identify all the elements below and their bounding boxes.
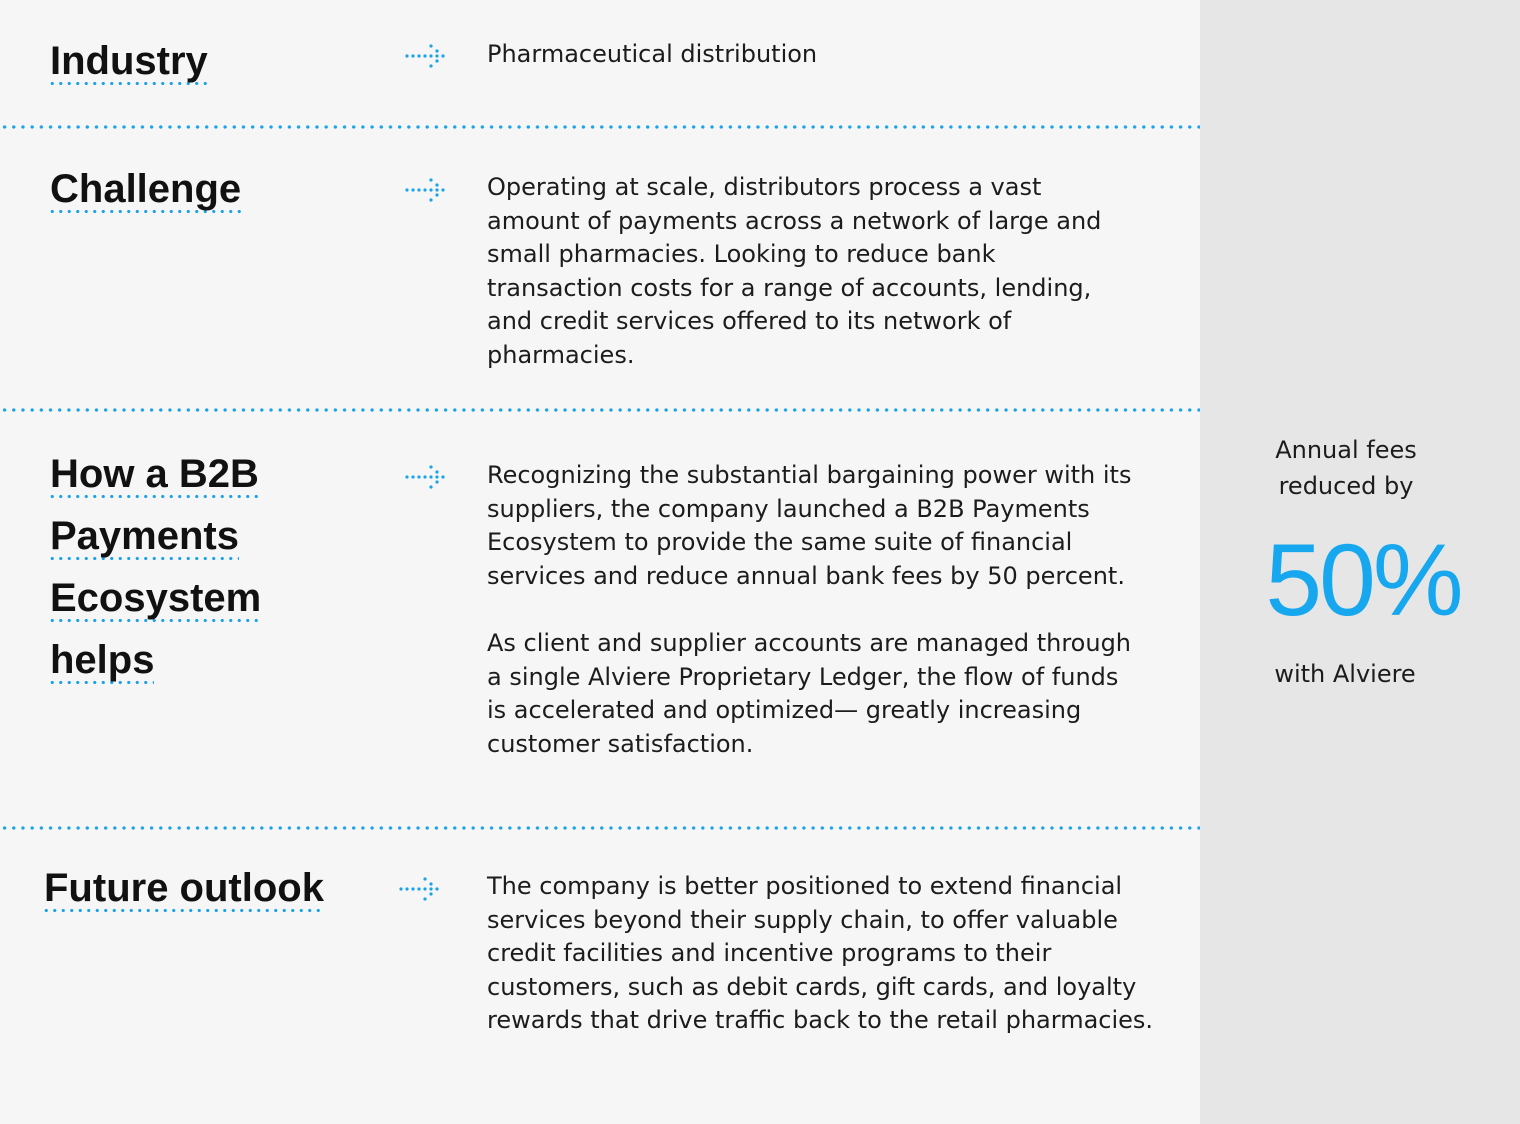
- paragraph: Operating at scale, distributors process a vast amount of payments across a network of large and small pharmacies. Looking to reduce bank transaction costs for a range of accounts, lending, and credit services offered to its network of pharmacies.: [487, 173, 1102, 369]
- section-divider: [0, 825, 1200, 831]
- stat-value: 50%: [1265, 523, 1461, 637]
- section-body-industry: [487, 38, 1147, 72]
- section-divider: [0, 124, 1200, 130]
- section-heading-industry: Industry: [50, 30, 208, 92]
- stat-label-line: Annual fees: [1275, 436, 1417, 464]
- dotted-arrow-right-icon: [404, 465, 446, 489]
- paragraph: Recognizing the substantial bargaining power with its suppliers, the company launched a B2B Payments Ecosystem to provide the same suite of financial services and reduce annual bank fees by 50 percent.: [487, 461, 1132, 590]
- paragraph: As client and supplier accounts are managed through a single Alviere Proprietary Ledger, the flow of funds is accelerated and optimized— greatly increasing customer satisfaction.: [487, 628, 1132, 758]
- stat-label: [1200, 432, 1492, 504]
- stat-label-line: reduced by: [1278, 472, 1414, 500]
- section-body-challenge: [487, 171, 1137, 373]
- stat-caption: with Alviere: [1274, 660, 1416, 688]
- paragraph: Pharmaceutical distribution: [487, 40, 818, 68]
- dotted-arrow-right-icon: [404, 44, 446, 68]
- section-heading-future-outlook: Future outlook: [44, 857, 324, 919]
- paragraph: The company is better positioned to extend financial services beyond their supply chain, to offer valuable credit facilities and incentive programs to their customers, such as debit cards, gift cards, and loyalty rewards that drive traffic back to the retail pharmacies.: [487, 872, 1154, 1035]
- section-body-how-it-helps: [487, 459, 1132, 761]
- section-divider: [0, 407, 1200, 413]
- section-body-future-outlook: [487, 870, 1167, 1038]
- dotted-arrow-right-icon: [398, 877, 440, 901]
- section-heading-how-it-helps: How a B2B Payments Ecosystem helps: [50, 443, 261, 691]
- section-heading-challenge: Challenge: [50, 158, 241, 220]
- dotted-arrow-right-icon: [404, 178, 446, 202]
